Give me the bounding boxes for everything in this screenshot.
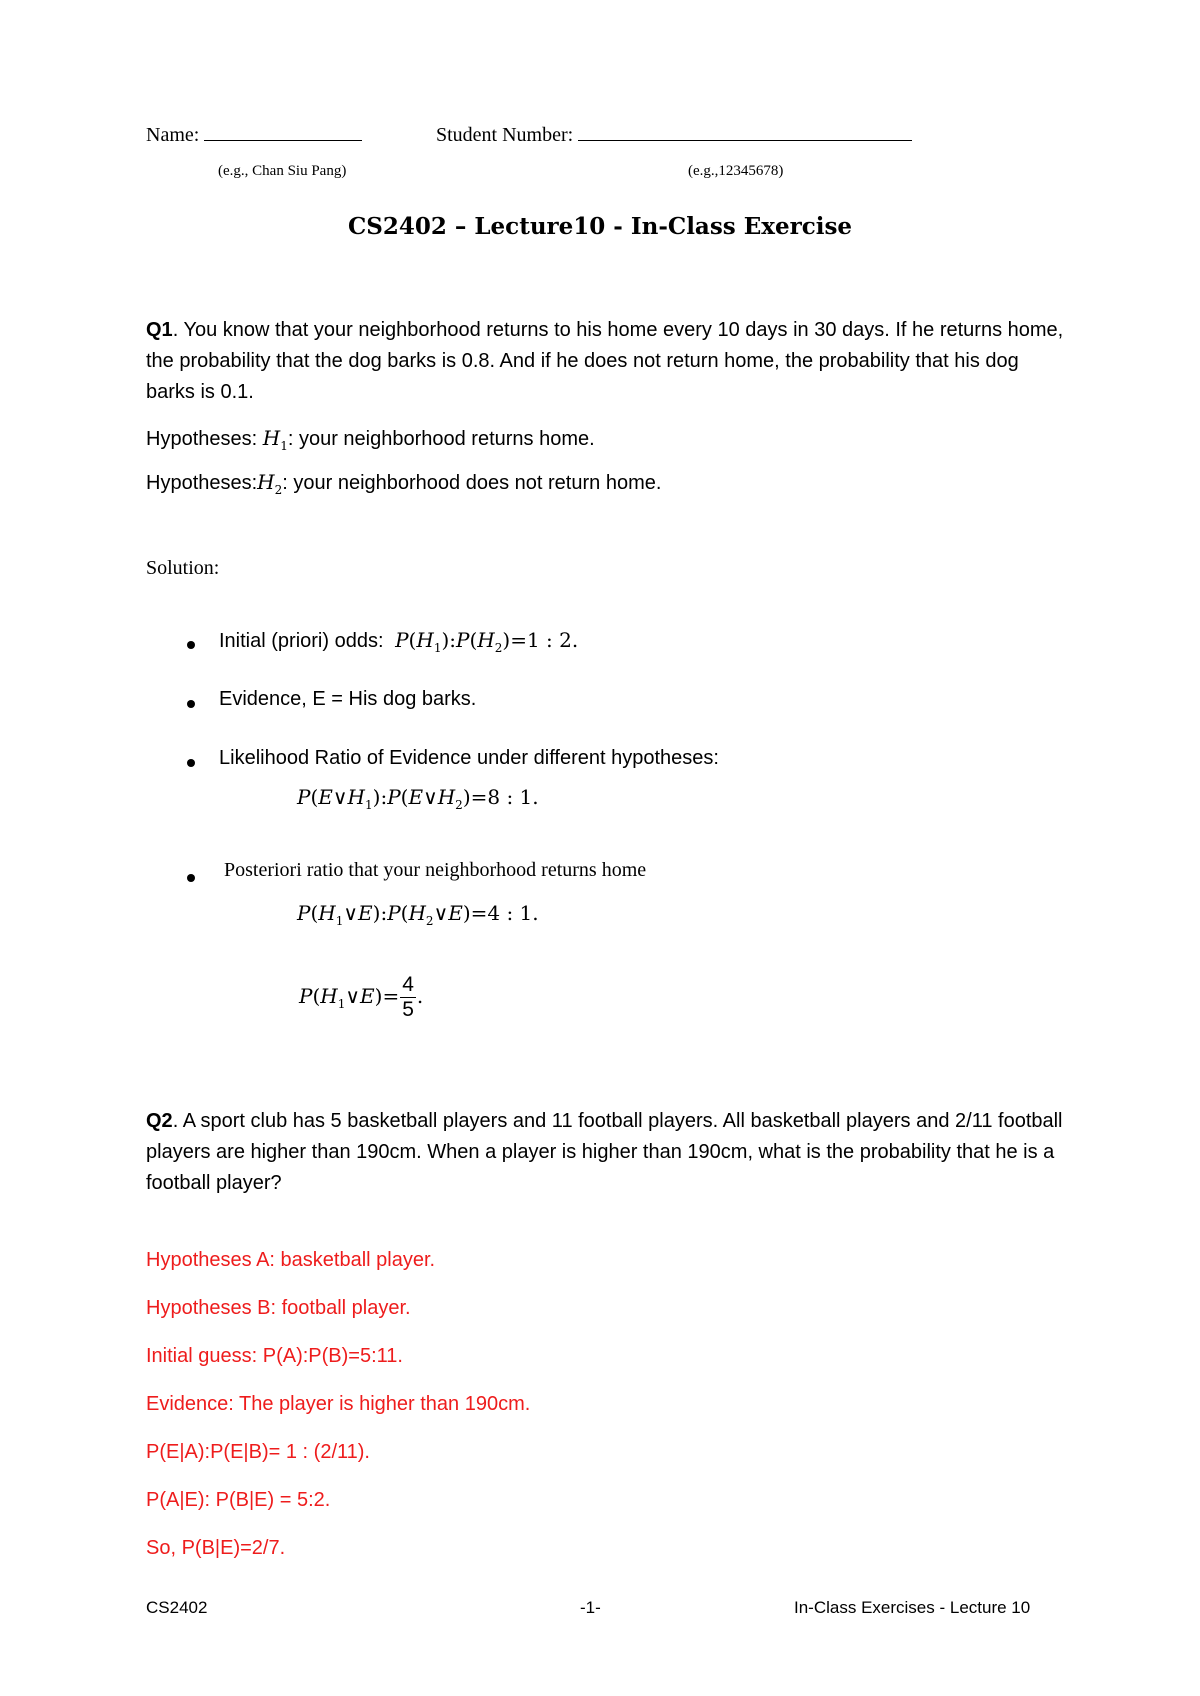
fraction — [400, 973, 416, 1022]
q1-question — [146, 315, 1066, 408]
q2-answer-line: Hypotheses A: basketball player. — [146, 1249, 436, 1271]
q2-label: Q2 — [146, 1110, 173, 1132]
bullet-dot — [187, 759, 195, 767]
fraction-numerator: 4 — [402, 973, 414, 996]
bullet-dot — [187, 700, 195, 708]
hyp1-text: : your neighborhood returns home. — [287, 428, 595, 450]
bullet-initial-odds — [219, 625, 578, 664]
footer-left: CS2402 — [146, 1598, 208, 1617]
footer-right: In-Class Exercises - Lecture 10 — [794, 1598, 1031, 1617]
bullet-evidence: Evidence, E = His dog barks. — [219, 688, 477, 710]
fraction-denominator: 5 — [402, 998, 414, 1021]
hyp2-text: : your neighborhood does not return home. — [282, 472, 662, 494]
bullet-dot — [187, 641, 195, 649]
q1-hypothesis-1 — [146, 423, 595, 462]
name-field — [146, 120, 362, 147]
posteriori-fraction-equation: $P(H_1\vee E)=$ $\frac{4}{5}$ . — [299, 973, 424, 1021]
q1-text: . You know that your neighborhood returns to his home every 10 days in 30 days. If he returns home, the probability that the dog barks is 0.8. And if he does not return home, the probability that his dog barks is 0.1. — [146, 319, 1064, 403]
page-title: CS2402 – Lecture10 - In-Class Exercise — [347, 213, 853, 240]
likelihood-equation: $P(E\vee H_1):P(E\vee H_2)=8$ : 1. — [297, 785, 539, 812]
bullet-likelihood: Likelihood Ratio of Evidence under different hypotheses: — [219, 747, 719, 769]
h2-symbol: $H_2$ — [257, 470, 283, 497]
initial-odds-equation: $P(H_1):P(H_2)=1$ : 2. — [395, 628, 579, 655]
hyp1-prefix: Hypotheses: — [146, 428, 258, 450]
posteriori-equation: $P(H_1\vee E):P(H_2\vee E)=4$ : 1. — [297, 901, 539, 928]
student-number-blank — [578, 120, 912, 141]
q2-answer-line: P(A|E): P(B|E) = 5:2. — [146, 1489, 331, 1511]
h1-symbol: $H_1$ — [262, 426, 288, 453]
name-example: (e.g., Chan Siu Pang) — [218, 163, 347, 179]
q2-answer-line: Evidence: The player is higher than 190cm. — [146, 1393, 531, 1415]
student-number-field — [436, 120, 912, 147]
q1-hypothesis-2 — [146, 467, 661, 506]
hyp2-prefix: Hypotheses: — [146, 472, 258, 494]
q2-answer-line: Initial guess: P(A):P(B)=5:11. — [146, 1345, 403, 1367]
q1-label: Q1 — [146, 319, 173, 341]
page-number: -1- — [580, 1598, 601, 1617]
solution-label: Solution: — [146, 557, 220, 579]
bullet-dot — [187, 874, 195, 882]
number-example: (e.g.,12345678) — [688, 163, 784, 179]
bullet-posteriori: Posteriori ratio that your neighborhood returns home — [224, 859, 647, 881]
student-number-label: Student Number: — [436, 124, 574, 146]
q2-answer-line: P(E|A):P(E|B)= 1 : (2/11). — [146, 1441, 370, 1463]
name-label: Name: — [146, 124, 200, 146]
q2-answer-line: Hypotheses B: football player. — [146, 1297, 411, 1319]
initial-odds-label: Initial (priori) odds: — [219, 630, 384, 652]
q2-answer-line: So, P(B|E)=2/7. — [146, 1537, 286, 1559]
q2-question — [146, 1106, 1068, 1199]
name-blank — [204, 120, 362, 141]
q2-text: . A sport club has 5 basketball players and 11 football players. All basketball players and 2/11 football players are higher than 190cm. When a player is higher than 190cm, what is the probability that he is a football player? — [146, 1110, 1063, 1194]
